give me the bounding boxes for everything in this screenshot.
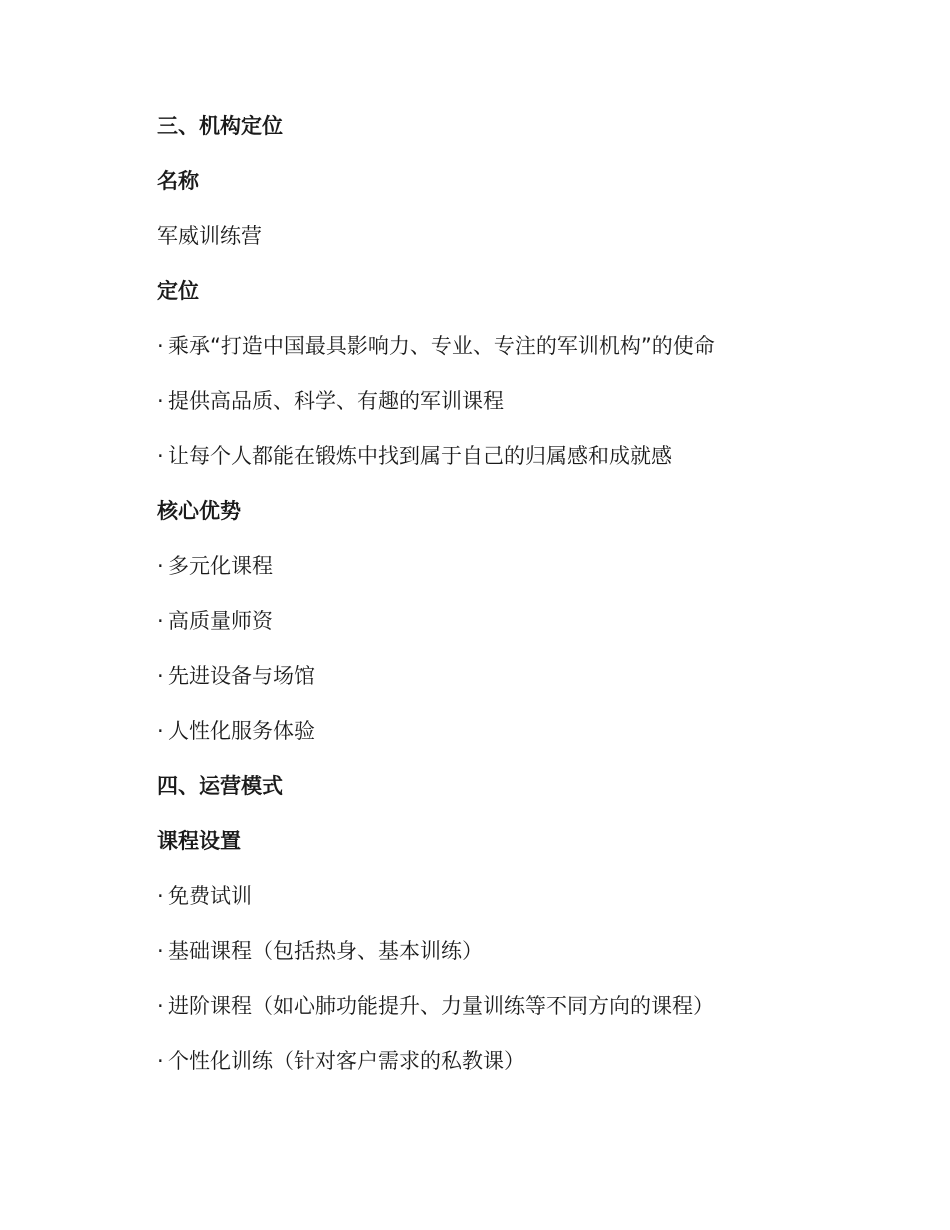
advantages-heading: 核心优势 bbox=[157, 499, 241, 523]
bullet-icon: · bbox=[157, 389, 164, 413]
advantage-item-text: 高质量师资 bbox=[168, 609, 273, 633]
advantage-item-1 bbox=[157, 548, 877, 603]
positioning-item-text: 提供高品质、科学、有趣的军训课程 bbox=[168, 389, 504, 413]
bullet-icon: · bbox=[157, 444, 164, 468]
bullet-icon: · bbox=[157, 719, 164, 743]
positioning-item-1 bbox=[157, 328, 877, 383]
section-3-title: 三、机构定位 bbox=[157, 114, 283, 138]
bullet-icon: · bbox=[157, 664, 164, 688]
bullet-icon: · bbox=[157, 334, 164, 358]
document-page bbox=[157, 108, 877, 1098]
bullet-icon: · bbox=[157, 554, 164, 578]
positioning-item-3 bbox=[157, 438, 877, 493]
advantage-item-3 bbox=[157, 658, 877, 713]
positioning-item-2 bbox=[157, 383, 877, 438]
course-item-4 bbox=[157, 1043, 877, 1098]
course-item-text: 个性化训练（针对客户需求的私教课） bbox=[168, 1049, 525, 1073]
advantage-item-text: 人性化服务体验 bbox=[168, 719, 315, 743]
advantage-item-4 bbox=[157, 713, 877, 768]
course-item-text: 免费试训 bbox=[168, 884, 252, 908]
advantage-item-text: 先进设备与场馆 bbox=[168, 664, 315, 688]
positioning-item-text: 让每个人都能在锻炼中找到属于自己的归属感和成就感 bbox=[168, 444, 672, 468]
bullet-icon: · bbox=[157, 1049, 164, 1073]
bullet-icon: · bbox=[157, 994, 164, 1018]
advantage-item-2 bbox=[157, 603, 877, 658]
advantage-item-text: 多元化课程 bbox=[168, 554, 273, 578]
name-value: 军威训练营 bbox=[157, 224, 262, 248]
course-item-text: 基础课程（包括热身、基本训练） bbox=[168, 939, 483, 963]
name-heading: 名称 bbox=[157, 169, 199, 193]
course-item-2 bbox=[157, 933, 877, 988]
course-item-text: 进阶课程（如心肺功能提升、力量训练等不同方向的课程） bbox=[168, 994, 714, 1018]
section-4-title: 四、运营模式 bbox=[157, 774, 283, 798]
positioning-item-text: 乘承“打造中国最具影响力、专业、专注的军训机构”的使命 bbox=[168, 334, 715, 358]
courses-heading: 课程设置 bbox=[157, 829, 241, 853]
course-item-1 bbox=[157, 878, 877, 933]
positioning-heading: 定位 bbox=[157, 279, 199, 303]
bullet-icon: · bbox=[157, 609, 164, 633]
bullet-icon: · bbox=[157, 884, 164, 908]
bullet-icon: · bbox=[157, 939, 164, 963]
course-item-3 bbox=[157, 988, 877, 1043]
